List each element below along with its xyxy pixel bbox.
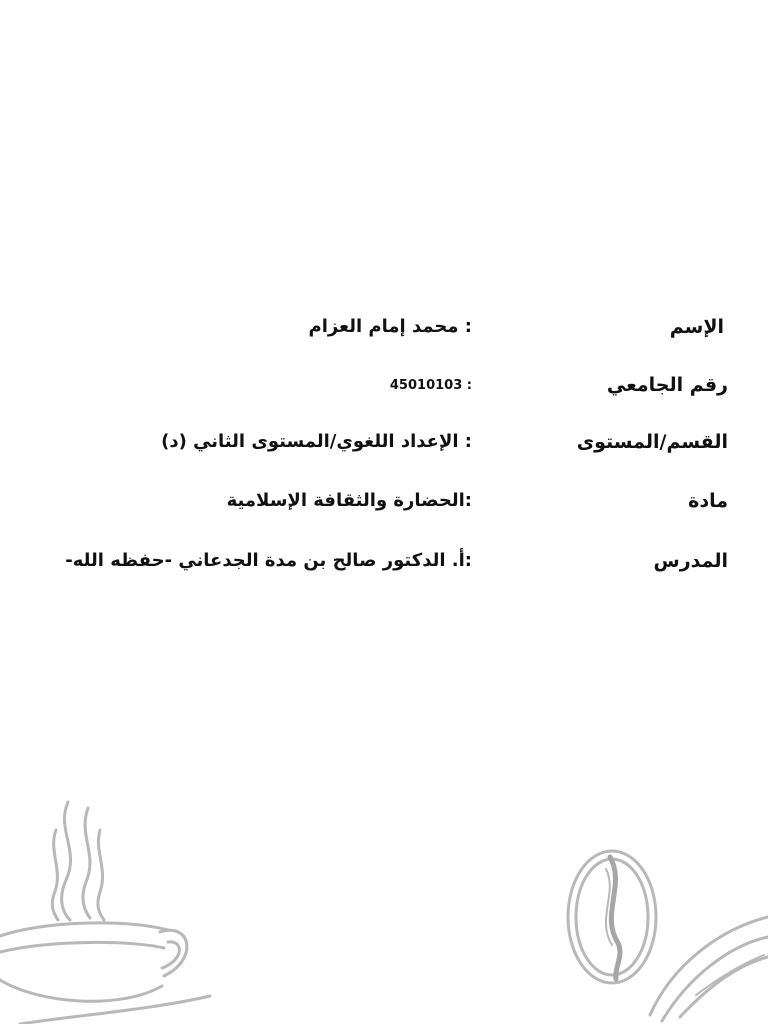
subject-value: :الحضارة والثقافة الإسلامية [226,490,472,511]
coffee-bean-icon [560,845,768,1024]
student-id-value: : 45010103 [389,378,472,393]
department-level-label: القسم/المستوى [576,431,728,453]
teacher-label: المدرس [653,550,728,572]
department-level-value: : الإعداد اللغوي/المستوى الثاني (د) [161,431,472,452]
coffee-cup-icon [0,790,230,1024]
student-id-label: رقم الجامعي [606,374,728,396]
name-label: الإسم [669,316,724,338]
teacher-value: :أ. الدكتور صالح بن مدة الجدعاني -حفظه الله- [65,550,472,571]
name-value: : محمد إمام العزام [308,316,472,337]
subject-label: مادة [688,490,728,512]
